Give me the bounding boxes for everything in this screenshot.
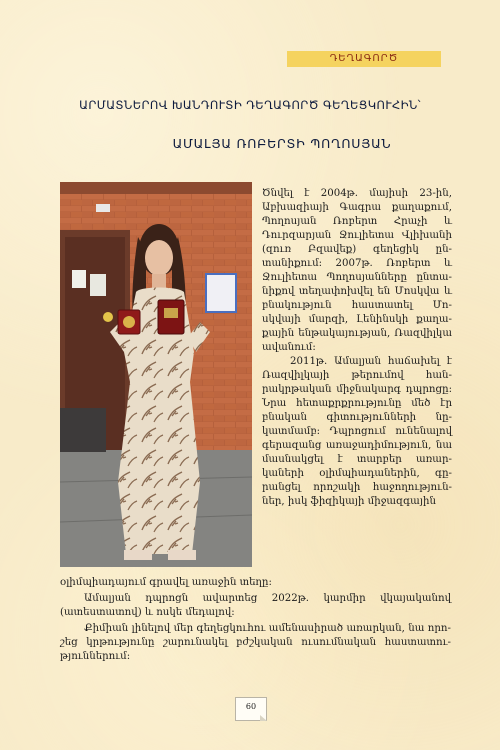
paragraph: Ամալյան դպրոցն ավարտեց 2022թ. կարմիր վկայականով (ատեստատով) և ոսկե մեդալով: — [60, 593, 451, 618]
page-number: 60 — [235, 697, 267, 721]
column-text — [262, 187, 452, 509]
full-width-text — [60, 576, 451, 666]
paragraph: օլիմպիադայում գրավել առաջին տեղը: — [60, 577, 272, 588]
section-label: ԴԵՂԱԳՈՐԾ — [287, 51, 441, 67]
headline: ԱՐՄԱՏՆԵՐՈՎ ԽԱՆԴՈՒՏԻ ԴԵՂԱԳՈՐԾ ԳԵՂԵՑԿՈՒՀԻՆ՝ — [79, 98, 421, 112]
person-name: ԱՄԱԼՅԱ ՌՈԲԵՐՏԻ ՊՈՂՈՍՅԱՆ — [172, 136, 392, 151]
paragraph: Ծնվել է 2004թ. մայիսի 23-ին, Աբխազիայի Գագրա քաղաքում, Պողոսյան Ռոբերտ Հրաչի և Դուրզարյան Ջուլիետա Վլիխանի (զուռ Բզավեք) գեղեցիկ ընտանիքում: 2007թ. Ռոբերտ և Ջուլիետա Պողոսյանները ընտանիքով տեղափոխվել են Մոսկվա և բնակություն հաստատել Մոսկվայի մարզի, Լենինսկի քաղաքային ենթակայության, Ռազվիլկա ավանում: — [262, 188, 452, 353]
portrait-photo — [60, 182, 252, 567]
paragraph: Քիմիան լինելով մեր գեղեցկուհու ամենասիրած առարկան, նա որոշեց կրթությունը շարունակել բժշկական ուսումնական հաստատություններում: — [60, 623, 451, 662]
paragraph: 2011թ. Ամալյան հաճախել է Ռազվիլկայի թերումով հանրակրթական միջնակարգ դպրոցը: Նրա հետաքրքրությունը մեծ էր բնական գիտությունների նըկատմամբ: Դպրոցում ունենալով գերազանց առաջադիմություն, նա մասնակցել է տարբեր առարկաների օլիմպիադաներին, գըրանցել որոշակի հաջողություններ, իսկ ֆիզիկայի միջազգային — [262, 356, 452, 507]
